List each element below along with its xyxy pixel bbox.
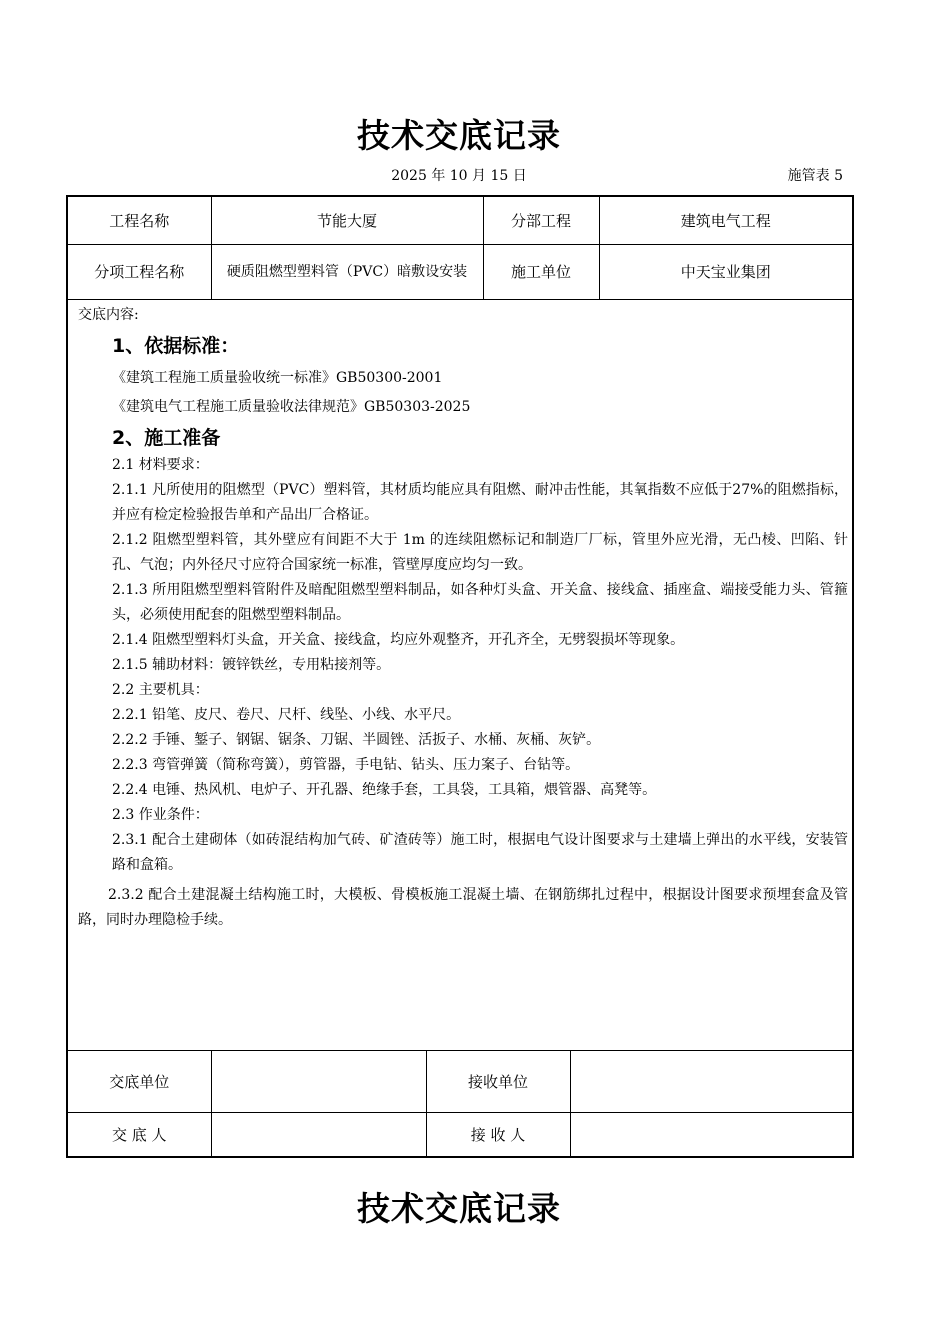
section2-heading: 2、施工准备: [112, 427, 221, 449]
standard-line: 《建筑电气工程施工质量验收法律规范》GB50303-2025: [112, 399, 471, 415]
content-item: 2.3.2 配合土建混凝土结构施工时，大模板、骨模板施工混凝土墙、在钢筋绑扎过程中，根据设计图要求预埋套盒及管路，同时办理隐检手续。: [78, 887, 848, 928]
content-item: 2.3.1 配合土建砌体（如砖混结构加气砖、矿渣砖等）施工时，根据电气设计图要求与土建墙上弹出的水平线，安装管路和盒箱。: [112, 832, 848, 873]
handover-person-label: 交 底 人: [67, 1113, 211, 1158]
content-item: 2.2.4 电锤、热风机、电炉子、开孔器、绝缘手套，工具袋，工具箱，煨管器、高凳等。: [112, 782, 657, 798]
contractor-value: 中天宝业集团: [599, 245, 853, 300]
division-label: 分部工程: [483, 196, 599, 245]
document-date: 2025 年 10 月 15 日: [391, 168, 527, 184]
standard-line: 《建筑工程施工质量验收统一标准》GB50300-2001: [112, 370, 443, 386]
section1-heading: 1、依据标准：: [112, 335, 240, 357]
content-item: 2.1.4 阻燃型塑料灯头盒，开关盒、接线盒，均应外观整齐，开孔齐全，无劈裂损坏等现象。: [112, 632, 685, 648]
receiver-person-field[interactable]: [570, 1113, 853, 1158]
subitem-value: 硬质阻燃型塑料管（PVC）暗敷设安装: [211, 245, 483, 300]
document-title: 技术交底记录: [357, 116, 561, 155]
project-name-label: 工程名称: [67, 196, 211, 245]
content-item: 2.2 主要机具：: [112, 682, 209, 698]
form-number: 施管表 5: [787, 168, 843, 184]
handover-unit-label: 交底单位: [67, 1051, 211, 1113]
receiver-unit-label: 接收单位: [426, 1051, 570, 1113]
content-item: 2.1 材料要求：: [112, 457, 209, 473]
content-item: 2.1.2 阻燃型塑料管，其外壁应有间距不大于 1m 的连续阻燃标记和制造厂厂标，管里外应光滑，无凸棱、凹陷、针孔、气泡；内外径尺寸应符合国家统一标准，管壁厚度应均匀一致。: [112, 532, 848, 573]
content-item: 2.3 作业条件：: [112, 807, 209, 823]
receiver-unit-field[interactable]: [570, 1051, 853, 1113]
content-item: 2.1.3 所用阻燃型塑料管附件及暗配阻燃型塑料制品，如各种灯头盒、开关盒、接线盒、插座盒、端接受能力头、管箍头，必须使用配套的阻燃型塑料制品。: [112, 582, 848, 623]
contractor-label: 施工单位: [483, 245, 599, 300]
signature-table: [66, 1050, 854, 1158]
subitem-label: 分项工程名称: [67, 245, 211, 300]
content-item: 2.2.1 铅笔、皮尺、卷尺、尺杆、线坠、小线、水平尺。: [112, 707, 461, 723]
content-item: 2.1.1 凡所使用的阻燃型（PVC）塑料管，其材质均能应具有阻燃、耐冲击性能，其氧指数不应低于27%的阻燃指标，并应有检定检验报告单和产品出厂合格证。: [112, 482, 848, 523]
document-title-repeat: 技术交底记录: [357, 1189, 561, 1228]
content-item: 2.1.5 辅助材料：镀锌铁丝，专用粘接剂等。: [112, 657, 391, 673]
header-table: [66, 195, 854, 300]
handover-person-field[interactable]: [211, 1113, 426, 1158]
division-value: 建筑电气工程: [599, 196, 853, 245]
intro-label: 交底内容:: [78, 307, 139, 323]
receiver-person-label: 接 收 人: [426, 1113, 570, 1158]
content-item: 2.2.2 手锤、錾子、钢锯、锯条、刀锯、半圆锉、活扳子、水桶、灰桶、灰铲。: [112, 732, 601, 748]
handover-unit-field[interactable]: [211, 1051, 426, 1113]
content-area: [66, 298, 854, 1050]
project-name-value: 节能大厦: [211, 196, 483, 245]
content-item: 2.2.3 弯管弹簧（简称弯簧），剪管器，手电钻、钻头、压力案子、台钻等。: [112, 757, 580, 773]
